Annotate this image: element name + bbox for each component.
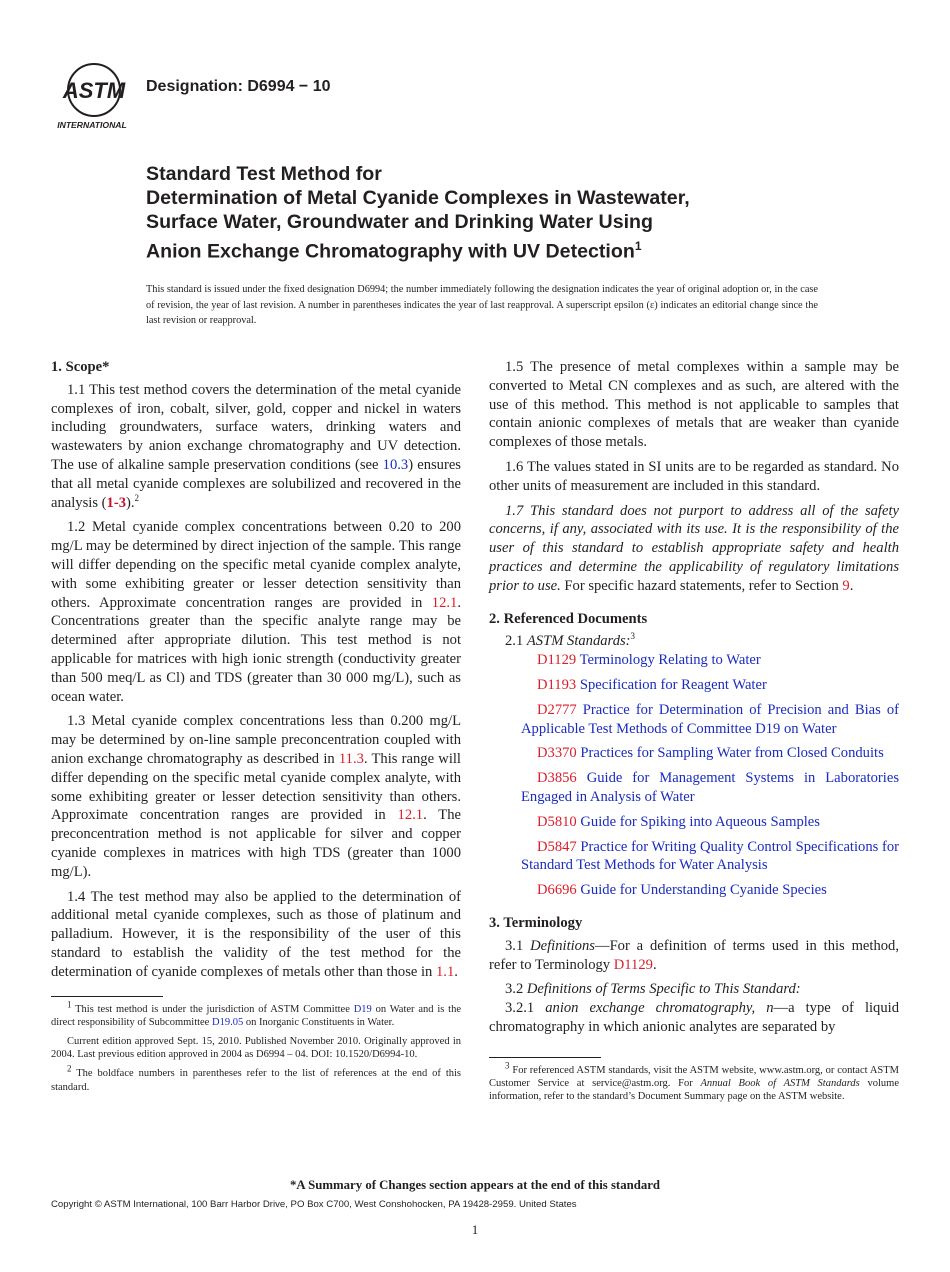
- link-12-1-b[interactable]: 12.1: [397, 807, 424, 824]
- link-11-3[interactable]: 11.3: [338, 750, 364, 767]
- summary-of-changes-note: *A Summary of Changes section appears at the end of this standard: [289, 1178, 661, 1192]
- list-item[interactable]: D3370 Practices for Sampling Water from Closed Conduits: [537, 745, 884, 762]
- title-line-1: Standard Test Method for: [146, 163, 382, 185]
- link-d19-05[interactable]: D19.05: [211, 1016, 244, 1028]
- link-10-3[interactable]: 10.3: [382, 456, 409, 473]
- section-heading-terminology: 3. Terminology: [489, 914, 583, 931]
- left-column: [51, 358, 461, 1100]
- document-title: [146, 162, 866, 264]
- astm-logo: [50, 60, 134, 132]
- issuance-note: This standard is issued under the fixed designation D6994; the number immediately following the designation indicates the year of original adoption or, in the case of revision, the year of last revision. A number in parentheses indicates the year of last reapproval. A superscript epsilon (ε) indicates an editorial change since the last revision or reapproval.: [146, 284, 818, 326]
- footnote-3: $^3$ For referenced ASTM standards, visit the ASTM website, www.astm.org, or contact ASTM Customer Service at service@astm.org. For Annual Book of ASTM Standards volume information, refer to the standard’s Document Summary page on the ASTM website.: [489, 1060, 899, 1103]
- paragraph-1-7: 1.7 This standard does not purport to address all of the safety concerns, if any, associated with its use. It is the responsibility of the user of this standard to establish appropriate safety and health practices and determine the applicability of regulatory limitations prior to use. For specific hazard statements, refer to Section 9.: [489, 502, 899, 594]
- designation: Designation: D6994 − 10: [146, 78, 331, 95]
- footnote-2: $^2$ The boldface numbers in parentheses refer to the list of references at the end of this standard.: [51, 1063, 461, 1093]
- logo-sub-text: INTERNATIONAL: [57, 120, 127, 130]
- paragraph-1-4: 1.4 The test method may also be applied to the determination of additional metal cyanide complexes, such as those of platinum and palladium. However, it is the responsibility of the user of this standard to establish the validity of the test method for the determination of cyanide complexes of metals other than those in 1.1.: [51, 888, 461, 980]
- paragraph-3-2-1: 3.2.1 anion exchange chromatography, n—a type of liquid chromatography in which anionic analytes are separated by: [489, 1000, 899, 1035]
- list-item[interactable]: D2777 Practice for Determination of Precision and Bias of Applicable Test Methods of Committee D19 on Water: [521, 701, 899, 737]
- title-line-3: Surface Water, Groundwater and Drinking Water Using: [146, 211, 653, 233]
- list-item[interactable]: D3856 Guide for Management Systems in Laboratories Engaged in Analysis of Water: [521, 770, 900, 805]
- copyright: Copyright © ASTM International, 100 Barr Harbor Drive, PO Box C700, West Conshohocken, PA 19428-2959. United States: [51, 1199, 577, 1210]
- link-section-9[interactable]: 9: [842, 577, 850, 594]
- section-heading-referenced-documents: 2. Referenced Documents: [489, 610, 648, 627]
- footnote-1-edition: Current edition approved Sept. 15, 2010. Published November 2010. Originally approved in 2004. Last previous edition approved in 2004 as D6994 – 04. DOI: 10.1520/D6994-10.: [51, 1035, 461, 1061]
- title-line-2: Determination of Metal Cyanide Complexes in Wastewater,: [146, 187, 690, 209]
- list-item[interactable]: D1129 Terminology Relating to Water: [537, 652, 761, 669]
- list-item[interactable]: D5847 Practice for Writing Quality Control Specifications for Standard Test Methods for Water Analysis: [521, 838, 899, 874]
- page-number: 1: [471, 1222, 479, 1237]
- list-item[interactable]: D1193 Specification for Reagent Water: [537, 676, 767, 693]
- title-line-4: Anion Exchange Chromatography with UV Detection: [146, 240, 635, 263]
- footnote-divider: [489, 1057, 601, 1058]
- list-item[interactable]: D6696 Guide for Understanding Cyanide Species: [537, 882, 827, 899]
- list-item[interactable]: D5810 Guide for Spiking into Aqueous Samples: [537, 813, 820, 830]
- link-1-1[interactable]: 1.1: [436, 963, 455, 980]
- link-d19[interactable]: D19: [353, 1003, 372, 1015]
- paragraph-3-2: 3.2 Definitions of Terms Specific to This Standard:: [505, 981, 801, 998]
- paragraph-1-6: 1.6 The values stated in SI units are to be regarded as standard. No other units of measurement are included in this standard.: [489, 458, 899, 494]
- paragraph-1-1: 1.1 This test method covers the determination of the metal cyanide complexes of iron, cobalt, silver, gold, copper and nickel in waters including groundwaters, surface waters, drinking waters and wastewaters by anion exchange chromatography and UV detection. The use of alkaline sample preservation conditions (see 10.3) ensures that all metal cyanide complexes are solubilized and recovered in the analysis (1-3).$^2$: [51, 381, 461, 511]
- paragraph-1-5: 1.5 The presence of metal complexes within a sample may be converted to Metal CN complexes and as such, are altered with the use of this method. This method is not applicable to samples that contain anionic complexes of metals that are weaker than cyanide complexes of those metals.: [489, 359, 899, 451]
- section-heading-scope: 1. Scope*: [51, 359, 110, 375]
- astm-standards-intro: 2.1 ASTM Standards:$^3$: [505, 631, 636, 650]
- reference-link[interactable]: 1-3: [106, 494, 126, 511]
- paragraph-1-3: 1.3 Metal cyanide complex concentrations less than 0.200 mg/L may be determined by on-line sample preconcentration coupled with anion exchange chromatography as described in 11.3. This range will differ depending on the specific metal cyanide complex analyte, with some exhibiting greater or lesser detection sensitivity than others. Approximate concentration ranges are provided in 12.1. The preconcentration method is not applicable for silver and copper cyanide complexes in matrices with high TDS (greater than 1000 mg/L).: [51, 713, 461, 880]
- logo-main-text: ASTM: [62, 78, 126, 103]
- footnote-divider: [51, 996, 163, 997]
- referenced-documents-list: [489, 651, 899, 900]
- footnote-ref-2: 2: [134, 492, 140, 503]
- paragraph-1-2: 1.2 Metal cyanide complex concentrations between 0.20 to 200 mg/L may be determined by direct injection of the sample. This range will differ depending on the specific metal cyanide complex analyte, with some exhibiting greater or lesser detection sensitivity than others. Approximate concentration ranges are provided in 12.1. Concentrations greater than the specific analyte range may be determined after appropriate dilution. This test method is not applicable for matrices with high ionic strength (conductivity greater than 500 meq/L as Cl) and TDS (greater than 30 000 mg/L), such as ocean water.: [51, 519, 461, 705]
- link-12-1[interactable]: 12.1: [431, 594, 458, 611]
- title-footnote-mark: 1: [634, 239, 642, 253]
- right-column: [489, 358, 899, 1109]
- footnote-1: $^1$ This test method is under the jurisdiction of ASTM Committee D19 on Water and is the direct responsibility of Subcommittee D19.05 on Inorganic Constituents in Water.: [51, 999, 462, 1028]
- paragraph-3-1: 3.1 Definitions—For a definition of terms used in this method, refer to Terminology D1129.: [489, 937, 900, 973]
- link-d1129[interactable]: D1129: [613, 956, 653, 973]
